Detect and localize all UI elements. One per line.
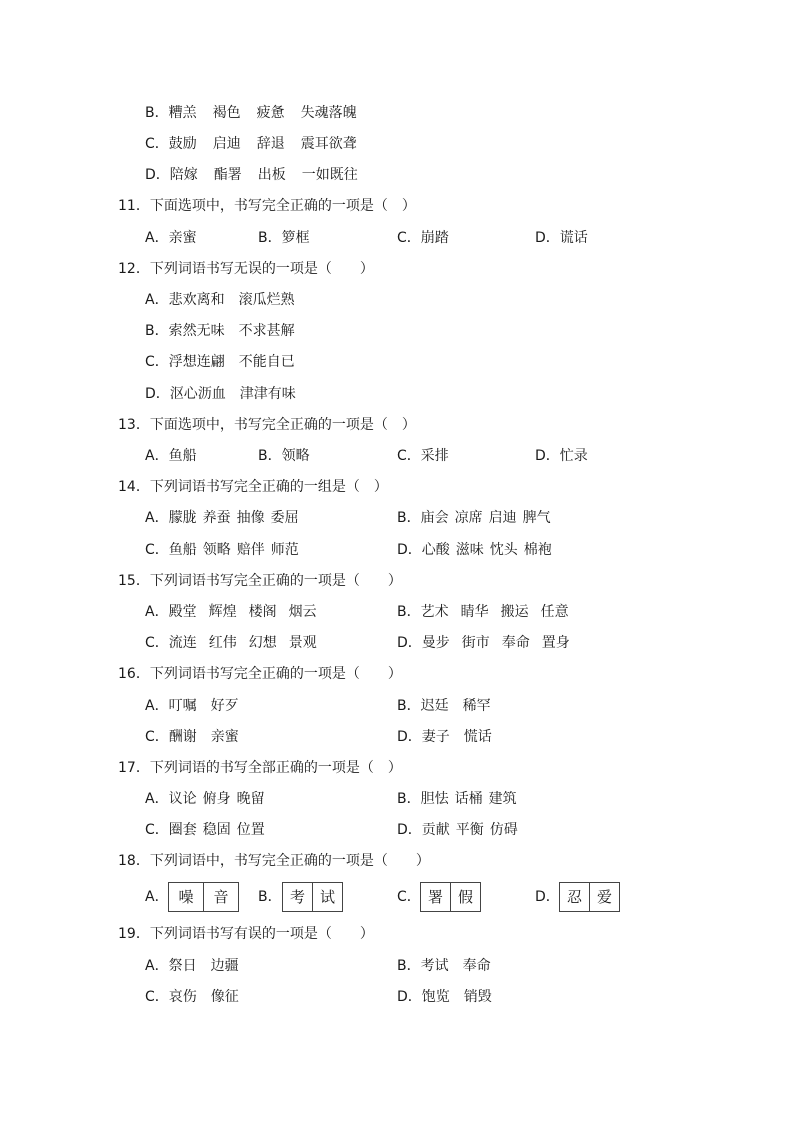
q11-option-d[interactable]: D．谎话 [535,230,588,246]
q15-option-d[interactable]: D．曼步 街市 奉命 置身 [397,635,570,651]
question-stem-11: 11．下面选项中，书写完全正确的一项是（ ） [118,198,416,214]
q14-option-b[interactable]: B．庙会 凉席 启迪 脾气 [397,510,551,526]
q16-option-a[interactable]: A．叮嘱 好歹 [145,698,239,714]
question-stem-13: 13．下面选项中，书写完全正确的一项是（ ） [118,417,416,433]
question-stem-18: 18．下列词语中，书写完全正确的一项是（ ） [118,853,430,869]
q18-option-c[interactable] [397,882,483,912]
q14-option-d[interactable]: D．心酸 滋味 忱头 棉袍 [397,542,552,558]
character-cell: 署 [427,888,443,906]
character-cell: 音 [203,883,238,911]
q11-option-b[interactable]: B．箩框 [258,230,310,246]
q16-option-c[interactable]: C．酬谢 亲蜜 [145,729,239,745]
q14-option-a[interactable]: A．朦胧 养蚕 抽像 委屈 [145,510,299,526]
q19-option-d[interactable]: D．饱览 销毁 [397,989,492,1005]
q18-option-a[interactable] [145,882,239,912]
question-stem-14: 14．下列词语书写完全正确的一组是（ ） [118,479,388,495]
option-label: A． [145,889,169,905]
q17-option-c[interactable]: C．圈套 稳固 位置 [145,822,265,838]
q12-option-a[interactable]: A．悲欢离和 滚瓜烂熟 [145,292,295,308]
q14-option-c[interactable]: C．鱼船 领略 赔伴 师范 [145,542,299,558]
q18-option-b[interactable] [258,882,344,912]
q15-option-b[interactable]: B．艺术 睛华 搬运 任意 [397,604,569,620]
option-label: B． [258,889,282,905]
q19-option-a[interactable]: A．祭日 边疆 [145,958,239,974]
q16-option-b[interactable]: B．迟廷 稀罕 [397,698,491,714]
character-cell: 试 [312,883,342,911]
q19-option-c[interactable]: C．哀伤 像征 [145,989,239,1005]
character-box-pair [420,882,481,912]
q16-option-d[interactable]: D．妻子 慌话 [397,729,492,745]
q13-option-b[interactable]: B．领略 [258,448,310,464]
q17-option-a[interactable]: A．议论 俯身 晚留 [145,791,265,807]
q10-option-c[interactable]: C．鼓励 启迪 辞退 震耳欲聋 [145,136,357,152]
q10-option-d[interactable]: D．陪嫁 酯署 出板 一如既往 [145,167,358,183]
option-label: C． [397,889,421,905]
q12-option-b[interactable]: B．索然无味 不求甚解 [145,323,295,339]
character-cell: 爱 [589,883,619,911]
q12-option-c[interactable]: C．浮想连翩 不能自已 [145,354,295,370]
character-box-pair [282,882,343,912]
q13-option-d[interactable]: D．忙录 [535,448,588,464]
q15-option-a[interactable]: A．殿堂 辉煌 楼阁 烟云 [145,604,317,620]
question-stem-15: 15．下列词语书写完全正确的一项是（ ） [118,573,402,589]
q19-option-b[interactable]: B．考试 奉命 [397,958,491,974]
q17-option-d[interactable]: D．贡献 平衡 仿碍 [397,822,518,838]
q13-option-c[interactable]: C．采排 [397,448,449,464]
option-label: D． [535,889,560,905]
character-cell: 忍 [566,888,582,906]
q18-option-d[interactable] [535,882,621,912]
character-box-pair [168,882,239,912]
question-stem-12: 12．下列词语书写无误的一项是（ ） [118,261,374,277]
q15-option-c[interactable]: C．流连 红伟 幻想 景观 [145,635,317,651]
q12-option-d[interactable]: D．沤心沥血 津津有味 [145,386,296,402]
character-box-pair [559,882,620,912]
question-stem-17: 17．下列词语的书写全部正确的一项是（ ） [118,760,402,776]
q11-option-c[interactable]: C．崩踏 [397,230,449,246]
question-stem-16: 16．下列词语书写完全正确的一项是（ ） [118,666,402,682]
character-cell: 考 [289,888,305,906]
q10-option-b[interactable]: B．糟羔 褐色 疲惫 失魂落魄 [145,105,357,121]
question-stem-19: 19．下列词语书写有误的一项是（ ） [118,926,374,942]
q11-option-a[interactable]: A．亲蜜 [145,230,197,246]
character-cell: 噪 [178,888,194,906]
character-cell: 假 [450,883,480,911]
q13-option-a[interactable]: A．鱼船 [145,448,197,464]
q17-option-b[interactable]: B．胆怯 话桶 建筑 [397,791,517,807]
